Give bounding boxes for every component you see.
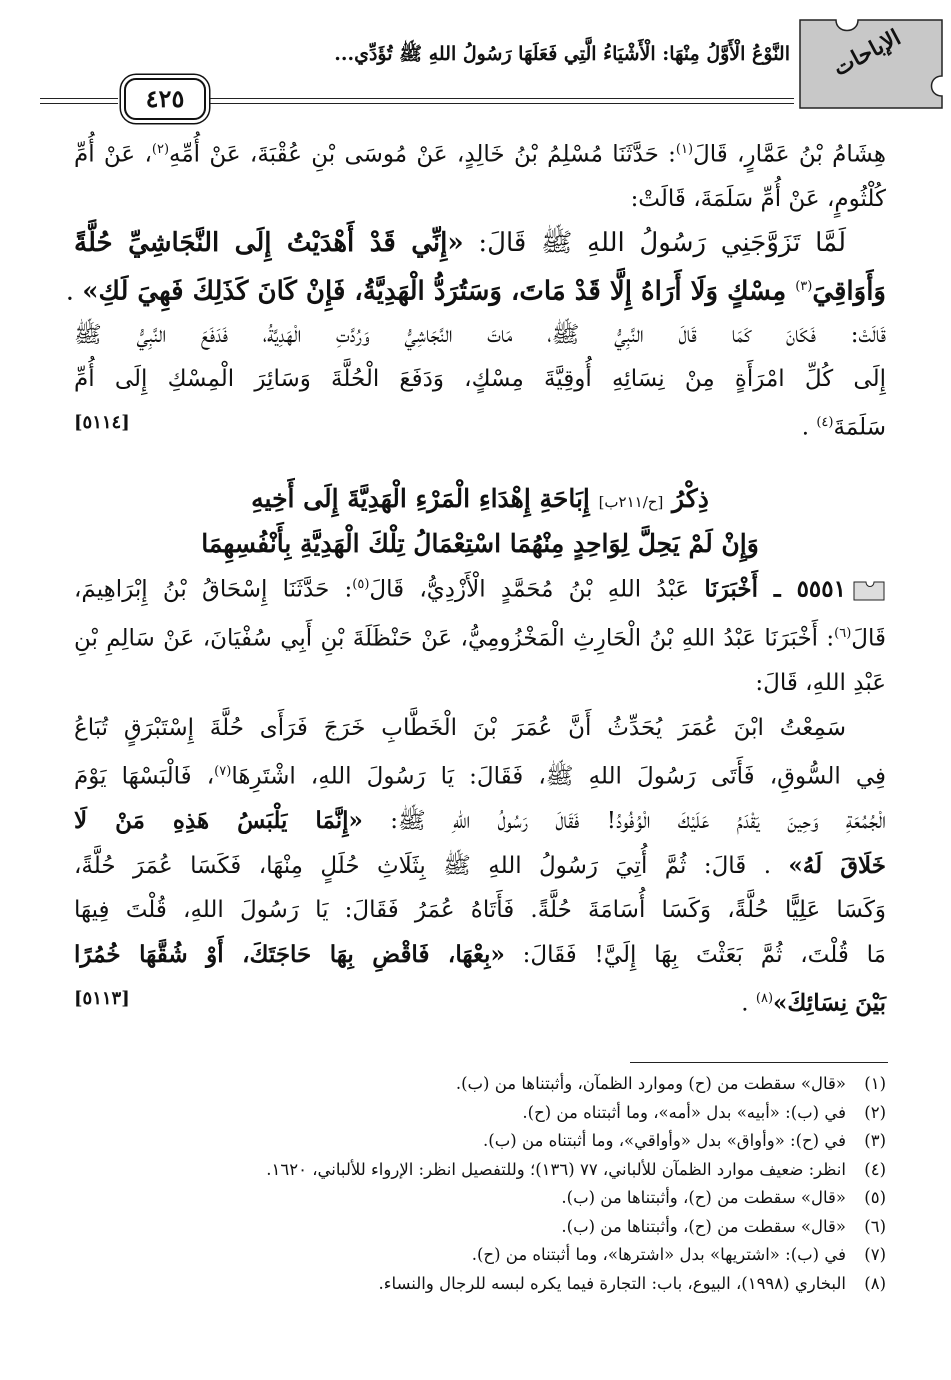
body-text: سَلَمَةَ bbox=[833, 414, 886, 441]
hadith-quote-text: وَأَوَاقِيَ bbox=[812, 276, 886, 307]
hadith-quote-text: مِسْكٍ وَلَا أَرَاهُ إِلَّا قَدْ مَاتَ، وَسَتُرَدُّ الْهَدِيَّةُ، فَإِنْ كَانَ كَذَلِكَ فَهِيَ لَكِ» bbox=[82, 276, 796, 307]
footnote-text: انظر: ضعيف موارد الظمآن للألباني، ٧٧ (١٣٦)؛ وللتفصيل انظر: الإرواء للألباني، ١٦٢٠. bbox=[266, 1159, 846, 1179]
footnote bbox=[60, 1127, 886, 1156]
body-text: إِبَاحَةِ إِهْدَاءِ الْمَرْءِ الْهَدِيَّةَ إِلَى أَخِيهِ bbox=[251, 484, 599, 513]
heading-line bbox=[74, 478, 886, 523]
cross-reference-number: [٥١١٤] bbox=[74, 412, 130, 434]
body-text: قَالَتْ: فَكَانَ كَمَا قَالَ النَّبِيُّ ﷺ، مَاتَ النَّجَاشِيُّ وَرُدَّتِ الْهَدِيَّةُ، فَدَفَعَ النَّبِيُّ ﷺ bbox=[74, 322, 886, 349]
cross-reference-number: [٥١١٣] bbox=[74, 988, 130, 1010]
footnote-text: في (ح): «وأواق» بدل «وأواقي»، وما أثبتناه من (ب). bbox=[483, 1131, 846, 1150]
footnote bbox=[60, 1213, 886, 1242]
text-line bbox=[74, 844, 886, 889]
body-text: ، عَنْ أُمِّ bbox=[74, 141, 152, 168]
footnote-number: (٥) bbox=[864, 1188, 886, 1207]
body-text: كُلْثُومٍ، عَنْ أُمِّ سَلَمَةَ، قَالَتْ: bbox=[630, 185, 886, 212]
text-line bbox=[74, 706, 886, 751]
footnotes bbox=[60, 1070, 886, 1298]
text-line bbox=[74, 313, 886, 357]
hadith-quote-text: «إِنِّي قَدْ أَهْدَيْتُ إِلَى النَّجَاشِيِّ حُلَّةً bbox=[74, 227, 464, 258]
footnote-number: (٨) bbox=[864, 1273, 886, 1293]
header-rule bbox=[40, 103, 118, 104]
footnote-number: (٣) bbox=[864, 1131, 886, 1150]
body-text: مَا قُلْتَ، ثُمَّ بَعَثْتَ بِهَا إِلَيَّ! فَقَالَ: bbox=[504, 941, 886, 968]
body-text: ، فَالْبَسْهَا يَوْمَ bbox=[74, 763, 215, 790]
header-rule bbox=[210, 98, 794, 99]
body-text: : حَدَّثَنَا مُسْلِمُ بْنُ خَالِدٍ، عَنْ مُوسَى بْنِ عُقْبَةَ، عَنْ أُمِّهِ bbox=[169, 141, 676, 168]
footnote bbox=[60, 1270, 886, 1299]
body-text: عَبْدُ اللهِ بْنُ مُحَمَّدٍ الْأَزْدِيُّ، قَالَ bbox=[369, 576, 705, 603]
footnote-number: (٧) bbox=[864, 1245, 886, 1264]
text-line bbox=[74, 221, 886, 265]
footnote-text: «قال» سقطت من (ح)، وأثبتناها من (ب). bbox=[561, 1188, 846, 1207]
footnote-text: في (ب): «أبيه» بدل «أمه»، وما أثبتناه من (ح). bbox=[522, 1102, 846, 1122]
body-text: قَالَ bbox=[851, 625, 886, 652]
text-line bbox=[74, 357, 886, 401]
footnote-marker[interactable]: (٧) bbox=[214, 764, 232, 780]
body-text: [ح/٢١١ب] bbox=[598, 493, 664, 511]
hadith-quote-text: بَيْنَ نِسَائِكَ» bbox=[773, 990, 886, 1018]
footnote-marker[interactable]: (٥) bbox=[352, 577, 370, 592]
body-text: . bbox=[741, 991, 756, 1018]
hadith-quote-text: خَلَاقَ لَهُ» bbox=[788, 851, 886, 879]
footnote-number: (٦) bbox=[864, 1216, 886, 1236]
footnote-marker[interactable]: (٣) bbox=[795, 278, 813, 294]
hadith-continuation bbox=[65, 128, 886, 450]
text-line bbox=[74, 177, 886, 221]
section-tab-label: الإباحات bbox=[828, 24, 906, 82]
body-text: وَكَسَا عَلِيًّا حُلَّةً، وَكَسَا أُسَامَةَ حُلَّةً. فَأَتَاهُ عُمَرُ فَقَالَ: يَا رَسُولَ اللهِ، قُلْتَ فِيهَا bbox=[74, 897, 886, 924]
footnote-text: «قال» سقطت من (ح)، وأثبتناها من (ب). bbox=[561, 1216, 846, 1236]
footnote bbox=[60, 1241, 886, 1270]
body-text: الْجُمُعَةِ وَحِينَ يَقْدَمُ عَلَيْكَ الْوُفُودُ! فَقَالَ رَسُولُ اللهِ ﷺ: bbox=[362, 808, 886, 835]
hadith-quote-text: ٥٥٥١ ـ أَخْبَرَنَا bbox=[704, 575, 846, 603]
body-text: . قَالَ: ثُمَّ أُتِيَ رَسُولُ اللهِ ﷺ بِثَلَاثِ حُلَلٍ مِنْهَا، فَكَسَا عُمَرَ حُلَّةً، bbox=[74, 852, 789, 879]
text-line bbox=[74, 799, 886, 844]
footnote-marker[interactable]: (٨) bbox=[755, 991, 774, 1007]
hadith-quote-text: «إِنَّمَا يَلْبَسُ هَذِهِ مَنْ لَا bbox=[74, 807, 363, 835]
footnote-marker[interactable]: (٤) bbox=[816, 415, 834, 431]
footnote-number: (٢) bbox=[864, 1102, 886, 1122]
footnote-number: (١) bbox=[864, 1074, 886, 1093]
footnote bbox=[60, 1099, 886, 1128]
text-line bbox=[65, 265, 886, 314]
body-text: لَمَّا تَزَوَّجَنِي رَسُولُ اللهِ ﷺ قَالَ: bbox=[463, 227, 846, 258]
footnote-text: «قال» سقطت من (ح) وموارد الظمآن، وأثبتناها من (ب). bbox=[455, 1074, 846, 1093]
body-text: هِشَامُ بْنُ عَمَّارٍ، قَالَ bbox=[693, 141, 886, 168]
heading-line bbox=[74, 523, 886, 565]
page-number: ٤٢٥ bbox=[124, 78, 206, 120]
running-header-title: النَّوْعُ الْأَوَّلُ مِنْهَا: الْأَشْيَاءُ الَّتِي فَعَلَهَا رَسُولُ اللهِ ﷺ تُؤَدِّي... bbox=[334, 43, 790, 65]
body-text: . bbox=[65, 276, 83, 307]
hadith-5551 bbox=[74, 563, 886, 1027]
body-text: عَبْدِ اللهِ، قَالَ: bbox=[755, 670, 886, 697]
body-text: : أَخْبَرَنَا عَبْدُ اللهِ بْنُ الْحَارِثِ الْمَخْزُومِيُّ، عَنْ حَنْظَلَةَ بْنِ أَبِي سُفْيَانَ، عَنْ سَالِمِ بْنِ bbox=[74, 625, 835, 652]
chapter-heading bbox=[74, 478, 886, 565]
body-text: ذِكْرُ bbox=[663, 484, 709, 513]
footnote-separator bbox=[630, 1062, 888, 1063]
footnote-text: البخاري (١٩٩٨)، البيوع، باب: التجارة فيما يكره لبسه للرجال والنساء. bbox=[378, 1273, 846, 1293]
hadith-marker-icon bbox=[852, 580, 886, 602]
footnote bbox=[60, 1070, 886, 1099]
hadith-quote-text: «بِعْهَا، فَاقْضِ بِهَا حَاجَتَكَ، أَوْ شُقَّهَا خُمُرًا bbox=[74, 940, 505, 968]
text-line bbox=[74, 661, 886, 706]
body-text: فِي السُّوقِ، فَأَتَى رَسُولَ اللهِ ﷺ، فَقَالَ: يَا رَسُولَ اللهِ، اشْتَرِهَا bbox=[231, 763, 886, 790]
text-line bbox=[74, 401, 886, 450]
footnote-number: (٤) bbox=[864, 1159, 886, 1179]
header-rule bbox=[210, 103, 794, 104]
text-line bbox=[74, 933, 886, 978]
footnote-marker[interactable]: (٦) bbox=[834, 626, 852, 642]
text-line bbox=[74, 888, 886, 933]
footnote-marker[interactable]: (٢) bbox=[151, 142, 170, 157]
footnote-text: في (ب): «اشتريها» بدل «اشترها»، وما أثبتناه من (ح). bbox=[471, 1245, 846, 1264]
footnote bbox=[60, 1156, 886, 1185]
body-text: إِلَى كُلِّ امْرَأَةٍ مِنْ نِسَائِهِ أُوقِيَّةَ مِسْكٍ، وَدَفَعَ الْحُلَّةَ وَسَائِرَ الْمِسْكِ إِلَى أُمِّ bbox=[74, 366, 886, 393]
text-line bbox=[74, 977, 886, 1026]
body-text: : حَدَّثَنَا إِسْحَاقُ بْنُ إِبْرَاهِيمَ، bbox=[74, 576, 353, 603]
text-line bbox=[74, 750, 886, 799]
header-rule bbox=[40, 98, 118, 99]
text-line bbox=[74, 612, 886, 661]
text-line bbox=[74, 563, 886, 612]
footnote-marker[interactable]: (١) bbox=[675, 142, 694, 157]
text-line bbox=[74, 128, 886, 177]
footnote bbox=[60, 1184, 886, 1213]
body-text: وَإِنْ لَمْ يَحِلَّ لِوَاحِدٍ مِنْهُمَا اسْتِعْمَالُ تِلْكَ الْهَدِيَّةِ بِأَنْفُسِهِمَا bbox=[201, 529, 759, 558]
body-text: . bbox=[801, 414, 817, 441]
body-text: سَمِعْتُ ابْنَ عُمَرَ يُحَدِّثُ أَنَّ عُمَرَ بْنَ الْخَطَّابِ خَرَجَ فَرَأَى حُلَّةَ إِسْتَبْرَقٍ تُبَاعُ bbox=[74, 714, 846, 741]
